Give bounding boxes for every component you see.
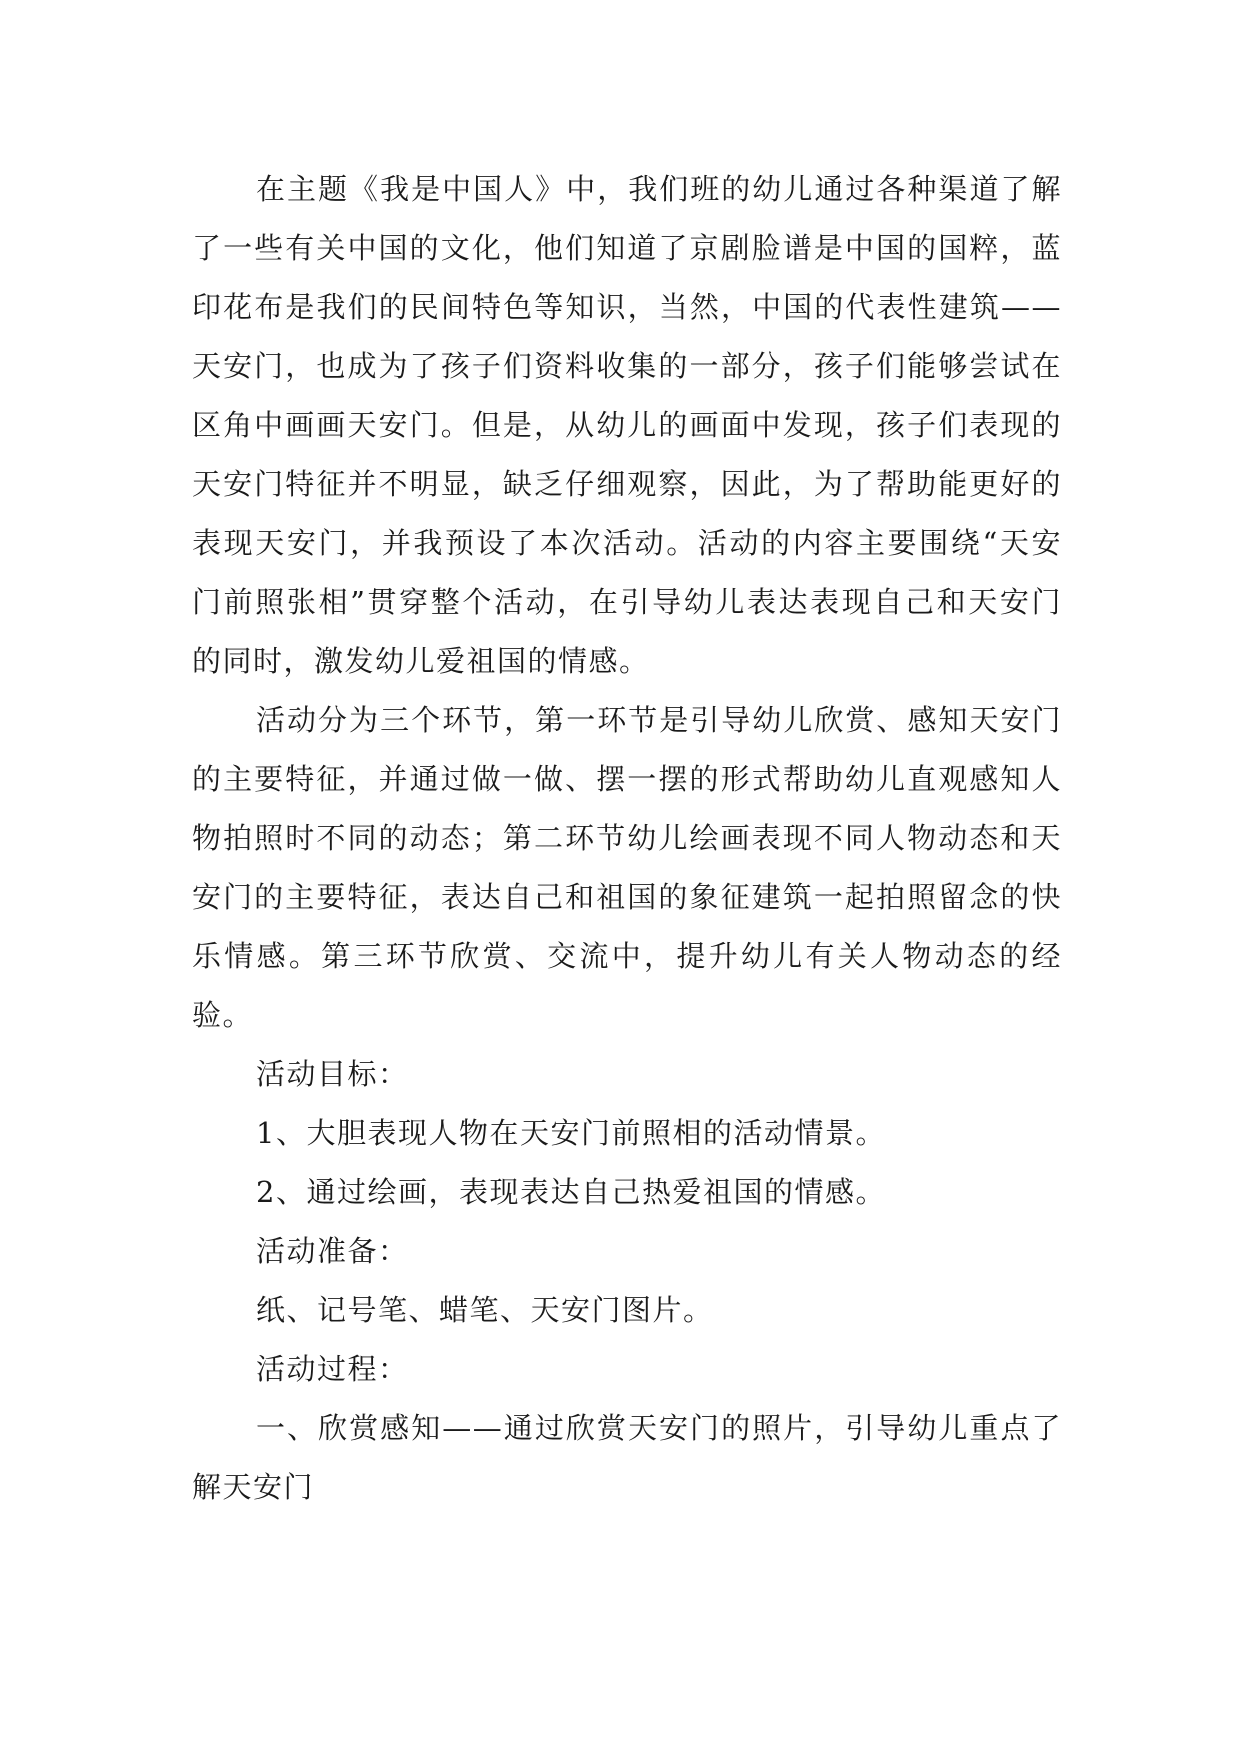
goal-item-2: 2、通过绘画，表现表达自己热爱祖国的情感。 bbox=[256, 1175, 886, 1209]
preparation-materials: 纸、记号笔、蜡笔、天安门图片。 bbox=[256, 1293, 714, 1327]
paragraph-intro: 在主题《我是中国人》中，我们班的幼儿通过各种渠道了解了一些有关中国的文化，他们知道了京剧脸谱是中国的国粹，蓝印花布是我们的民间特色等知识，当然，中国的代表性建筑——天安门，也成为了孩子们资料收集的一部分，孩子们能够尝试在区角中画画天安门。但是，从幼儿的画面中发现，孩子们表现的天安门特征并不明显，缺乏仔细观察，因此，为了帮助能更好的表现天安门，并我预设了本次活动。活动的内容主要围绕“天安门前照张相”贯穿整个活动，在引导幼儿表达表现自己和天安门的同时，激发幼儿爱祖国的情感。 bbox=[192, 172, 1062, 678]
document-body bbox=[192, 160, 1062, 1517]
heading-activity-process: 活动过程： bbox=[256, 1352, 409, 1386]
paragraph-activity-stages: 活动分为三个环节，第一环节是引导幼儿欣赏、感知天安门的主要特征，并通过做一做、摆一摆的形式帮助幼儿直观感知人物拍照时不同的动态；第二环节幼儿绘画表现不同人物动态和天安门的主要特征，表达自己和祖国的象征建筑一起拍照留念的快乐情感。第三环节欣赏、交流中，提升幼儿有关人物动态的经验。 bbox=[192, 703, 1062, 1032]
goal-item-1: 1、大胆表现人物在天安门前照相的活动情景。 bbox=[256, 1116, 886, 1150]
heading-activity-goals: 活动目标： bbox=[256, 1057, 409, 1091]
heading-activity-preparation: 活动准备： bbox=[256, 1234, 409, 1268]
process-step-1: 一、欣赏感知——通过欣赏天安门的照片，引导幼儿重点了解天安门 bbox=[192, 1411, 1062, 1504]
